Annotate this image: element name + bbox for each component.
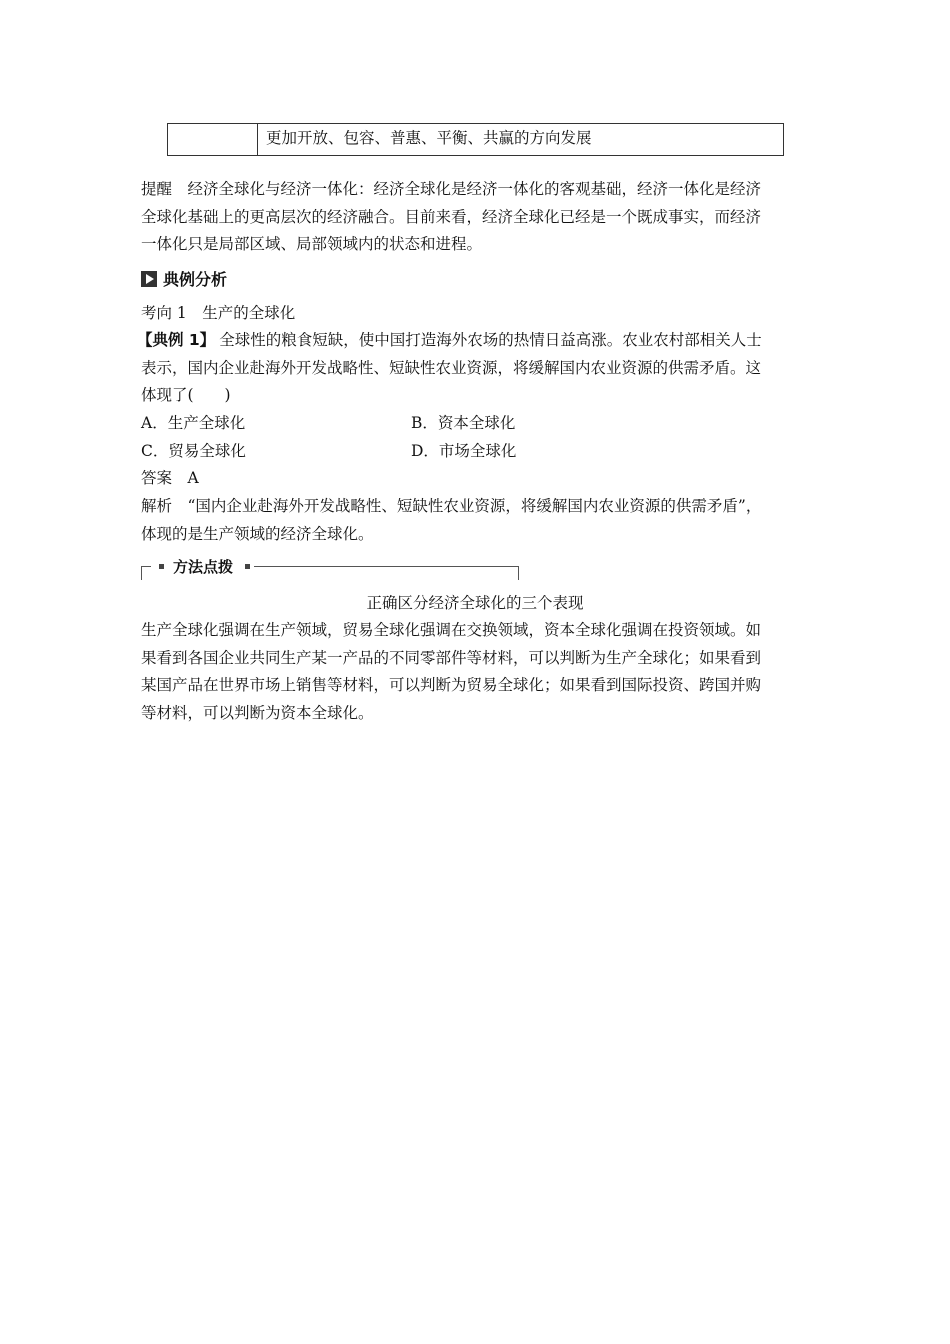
direction-label: 考向 1 生产的全球化 bbox=[141, 304, 296, 322]
option-c: C．贸易全球化 bbox=[141, 442, 246, 460]
option-b: B．资本全球化 bbox=[411, 414, 516, 432]
table-cell-text: 更加开放、包容、普惠、平衡、共赢的方向发展 bbox=[266, 129, 592, 147]
tip-line-3: 一体化只是局部区域、局部领域内的状态和进程。 bbox=[141, 235, 483, 253]
method-box-left-edge bbox=[141, 566, 142, 580]
method-box-title: 方法点拨 bbox=[173, 558, 234, 576]
method-box bbox=[141, 555, 519, 583]
table-cell-empty bbox=[168, 124, 258, 155]
example-line-3: 体现了( ) bbox=[141, 386, 231, 404]
tip-line-2: 全球化基础上的更高层次的经济融合。目前来看，经济全球化已经是一个既成事实，而经济 bbox=[141, 208, 762, 226]
option-d: D．市场全球化 bbox=[411, 442, 517, 460]
method-box-right-square bbox=[245, 564, 250, 569]
method-line-1: 生产全球化强调在生产领域，贸易全球化强调在交换领域，资本全球化强调在投资领域。如 bbox=[141, 621, 762, 639]
method-box-right-edge bbox=[518, 566, 519, 580]
section-title: 典例分析 bbox=[163, 270, 228, 289]
section-heading bbox=[141, 269, 227, 291]
example-tag: 【典例 1】 bbox=[137, 331, 216, 349]
answer: 答案 A bbox=[141, 469, 199, 487]
method-line-2: 果看到各国企业共同生产某一产品的不同零部件等材料，可以判断为生产全球化；如果看到 bbox=[141, 649, 762, 667]
method-line-3: 某国产品在世界市场上销售等材料，可以判断为贸易全球化；如果看到国际投资、跨国并购 bbox=[141, 676, 762, 694]
analysis-line-2: 体现的是生产领域的经济全球化。 bbox=[141, 525, 374, 543]
method-line-4: 等材料，可以判断为资本全球化。 bbox=[141, 704, 374, 722]
tip-line-1: 提醒 经济全球化与经济一体化：经济全球化是经济一体化的客观基础，经济一体化是经济 bbox=[141, 180, 762, 198]
analysis-line-1: 解析 “国内企业赴海外开发战略性、短缺性农业资源，将缓解国内农业资源的供需矛盾”， bbox=[141, 497, 762, 515]
method-box-left-rule bbox=[141, 566, 151, 567]
example-text-1: 全球性的粮食短缺，使中国打造海外农场的热情日益高涨。农业农村部相关人士 bbox=[219, 331, 762, 349]
method-subtitle: 正确区分经济全球化的三个表现 bbox=[366, 594, 584, 612]
play-triangle-icon bbox=[141, 271, 157, 287]
table bbox=[167, 123, 784, 156]
example-line-2: 表示，国内企业赴海外开发战略性、短缺性农业资源，将缓解国内农业资源的供需矛盾。这 bbox=[141, 359, 762, 377]
method-box-right-rule bbox=[254, 566, 519, 567]
option-a: A．生产全球化 bbox=[141, 414, 246, 432]
method-box-left-square bbox=[159, 564, 164, 569]
example-line-1 bbox=[137, 329, 762, 351]
